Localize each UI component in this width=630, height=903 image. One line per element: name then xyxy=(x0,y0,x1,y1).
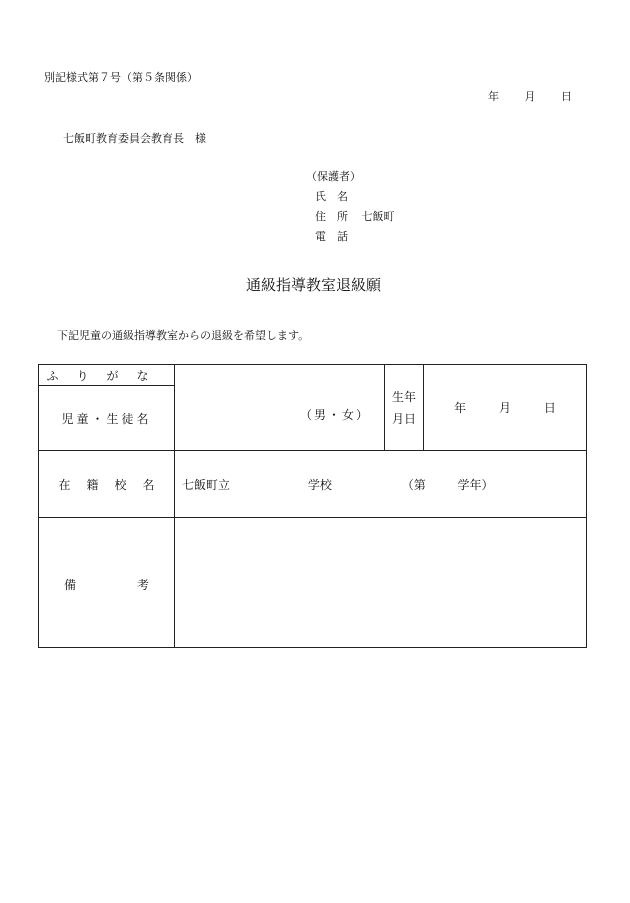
furigana-row xyxy=(39,365,587,386)
addressee: 七飯町教育委員会教育長 様 xyxy=(63,132,206,145)
header-date xyxy=(488,88,572,104)
form-reference: 別記様式第７号（第５条関係） xyxy=(44,71,198,84)
date-month: 月 xyxy=(524,90,536,103)
birth-month: 月 xyxy=(498,401,511,415)
notes-label xyxy=(39,518,175,648)
student-name-field[interactable] xyxy=(175,365,385,451)
birth-label xyxy=(385,365,424,451)
application-table xyxy=(38,364,587,648)
notes-label-part2: 考 xyxy=(136,578,149,592)
birth-label-line2: 月日 xyxy=(391,411,416,426)
guardian-address xyxy=(315,208,395,224)
notes-row xyxy=(39,518,587,648)
birth-date-field[interactable] xyxy=(424,365,587,451)
guardian-address-value: 七飯町 xyxy=(361,210,395,223)
birth-day: 日 xyxy=(543,401,556,415)
grade-open: （第 xyxy=(401,477,426,492)
sex-options: （男・女） xyxy=(299,408,370,422)
guardian-heading: （保護者） xyxy=(306,170,361,183)
notes-label-part1: 備 xyxy=(64,578,77,592)
guardian-phone-label: 電 話 xyxy=(315,230,348,243)
birth-year: 年 xyxy=(454,401,467,415)
document-title: 通級指導教室退級願 xyxy=(246,276,382,294)
guardian-name-label: 氏 名 xyxy=(315,190,348,203)
date-year: 年 xyxy=(488,90,499,103)
school-field[interactable] xyxy=(175,451,587,518)
notes-field[interactable] xyxy=(175,518,587,648)
guardian-address-label: 住 所 xyxy=(315,210,348,223)
furigana-label: ふりがな xyxy=(39,365,175,386)
school-label: 在籍校名 xyxy=(39,451,175,518)
school-suffix: 学校 xyxy=(307,477,332,492)
school-town: 七飯町立 xyxy=(182,477,231,492)
birth-label-line1: 生年 xyxy=(391,389,416,404)
grade-close: 学年） xyxy=(457,477,494,492)
body-text: 下記児童の通級指導教室からの退級を希望します。 xyxy=(57,329,310,342)
student-name-label: 児童・生徒名 xyxy=(39,386,175,451)
school-row xyxy=(39,451,587,518)
date-day: 日 xyxy=(561,90,572,103)
